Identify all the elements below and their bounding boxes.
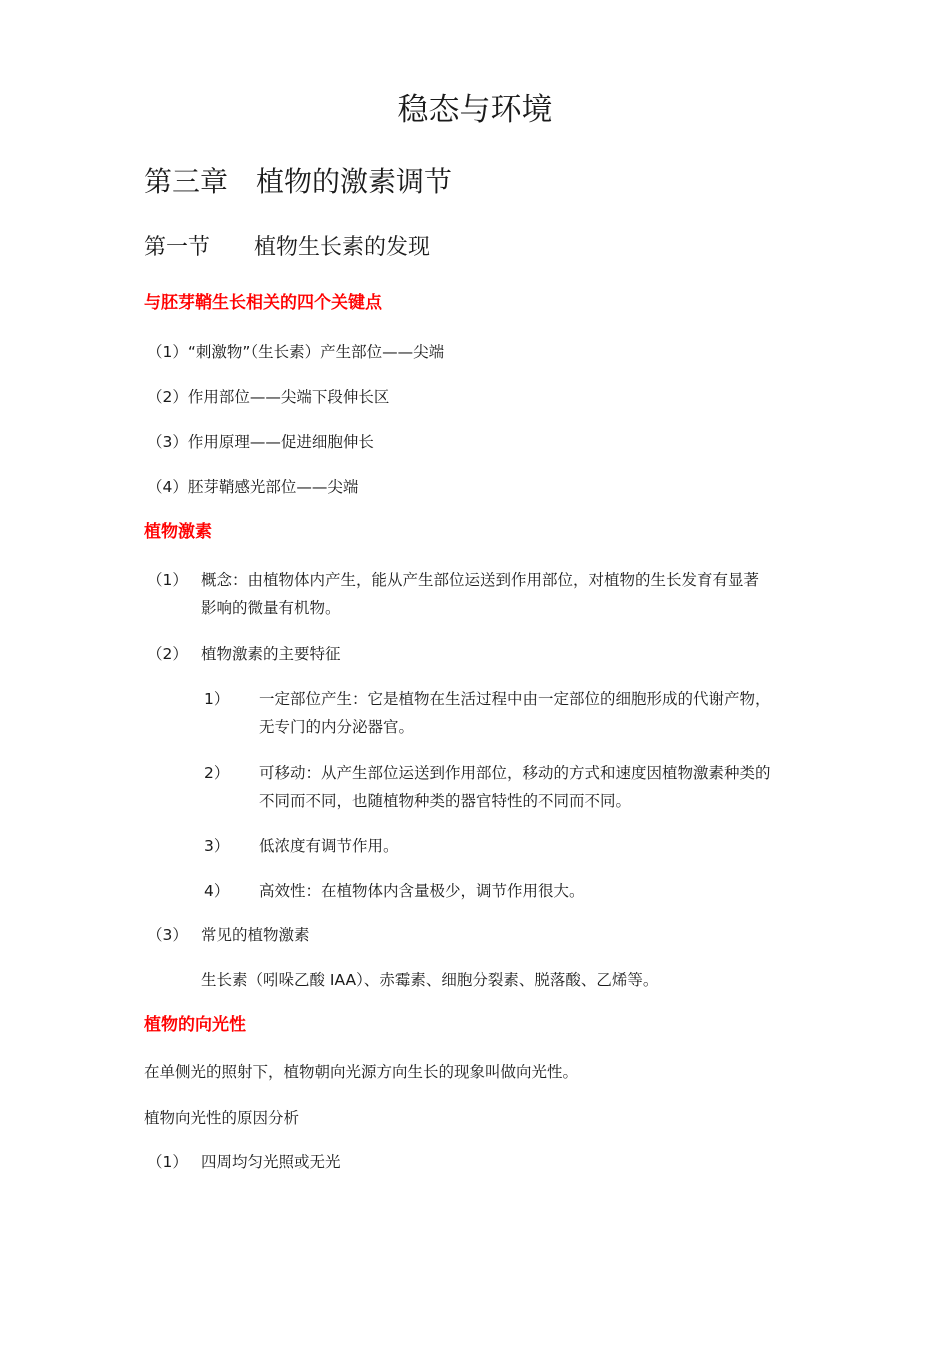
key-point-number: （2） [147,388,188,406]
cause-item-1-text: 四周均匀光照或无光 [201,1153,341,1171]
section-name: 植物生长素的发现 [254,235,431,260]
key-point-text: 胚芽鞘感光部位——尖端 [187,478,359,496]
hormone-item-1-number: （1） [147,571,188,589]
heading-plant-hormones: 植物激素 [144,522,212,542]
feature-2-line-2: 不同而不同，也随植物种类的器官特性的不同而不同。 [259,792,632,810]
chapter-number: 第三章 [144,165,229,198]
key-point-1 [147,339,444,365]
feature-1-number: 1） [204,690,230,708]
key-point-number: （4） [147,478,188,496]
feature-3-number: 3） [204,837,230,855]
document-title: 稳态与环境 [397,92,553,128]
feature-1-line-2: 无专门的内分泌器官。 [259,718,415,736]
chapter-name: 植物的激素调节 [256,165,453,198]
hormone-item-3-text: 常见的植物激素 [201,926,310,944]
hormone-item-1-line-1: 概念：由植物体内产生，能从产生部位运送到作用部位，对植物的生长发育有显著 [201,571,760,589]
key-point-text: 作用部位——尖端下段伸长区 [187,388,390,406]
phototropism-definition: 在单侧光的照射下，植物朝向光源方向生长的现象叫做向光性。 [144,1063,579,1081]
key-point-2 [147,384,389,410]
chapter-heading [144,162,452,202]
heading-key-points: 与胚芽鞘生长相关的四个关键点 [144,293,382,313]
key-point-text: “刺激物”（生长素）产生部位——尖端 [187,343,445,361]
section-heading [144,232,430,264]
key-point-3 [147,429,374,455]
key-point-4 [147,474,358,500]
hormone-item-2-number: （2） [147,645,188,663]
heading-phototropism: 植物的向光性 [144,1015,246,1035]
section-number: 第一节 [144,235,211,260]
cause-item-1-number: （1） [147,1153,188,1171]
feature-4-text: 高效性：在植物体内含量极少，调节作用很大。 [259,882,585,900]
feature-2-line-1: 可移动：从产生部位运送到作用部位，移动的方式和速度因植物激素种类的 [259,764,771,782]
hormone-item-2-text: 植物激素的主要特征 [201,645,341,663]
feature-3-text: 低浓度有调节作用。 [259,837,399,855]
key-point-text: 作用原理——促进细胞伸长 [187,433,374,451]
hormone-item-3-number: （3） [147,926,188,944]
hormone-item-1-line-2: 影响的微量有机物。 [201,599,341,617]
key-point-number: （3） [147,433,188,451]
feature-2-number: 2） [204,764,230,782]
feature-4-number: 4） [204,882,230,900]
key-point-number: （1） [147,343,188,361]
common-hormones-list: 生长素（吲哚乙酸 IAA）、赤霉素、细胞分裂素、脱落酸、乙烯等。 [201,971,659,989]
cause-analysis-title: 植物向光性的原因分析 [144,1109,300,1127]
feature-1-line-1: 一定部位产生：它是植物在生活过程中由一定部位的细胞形成的代谢产物， [259,690,771,708]
